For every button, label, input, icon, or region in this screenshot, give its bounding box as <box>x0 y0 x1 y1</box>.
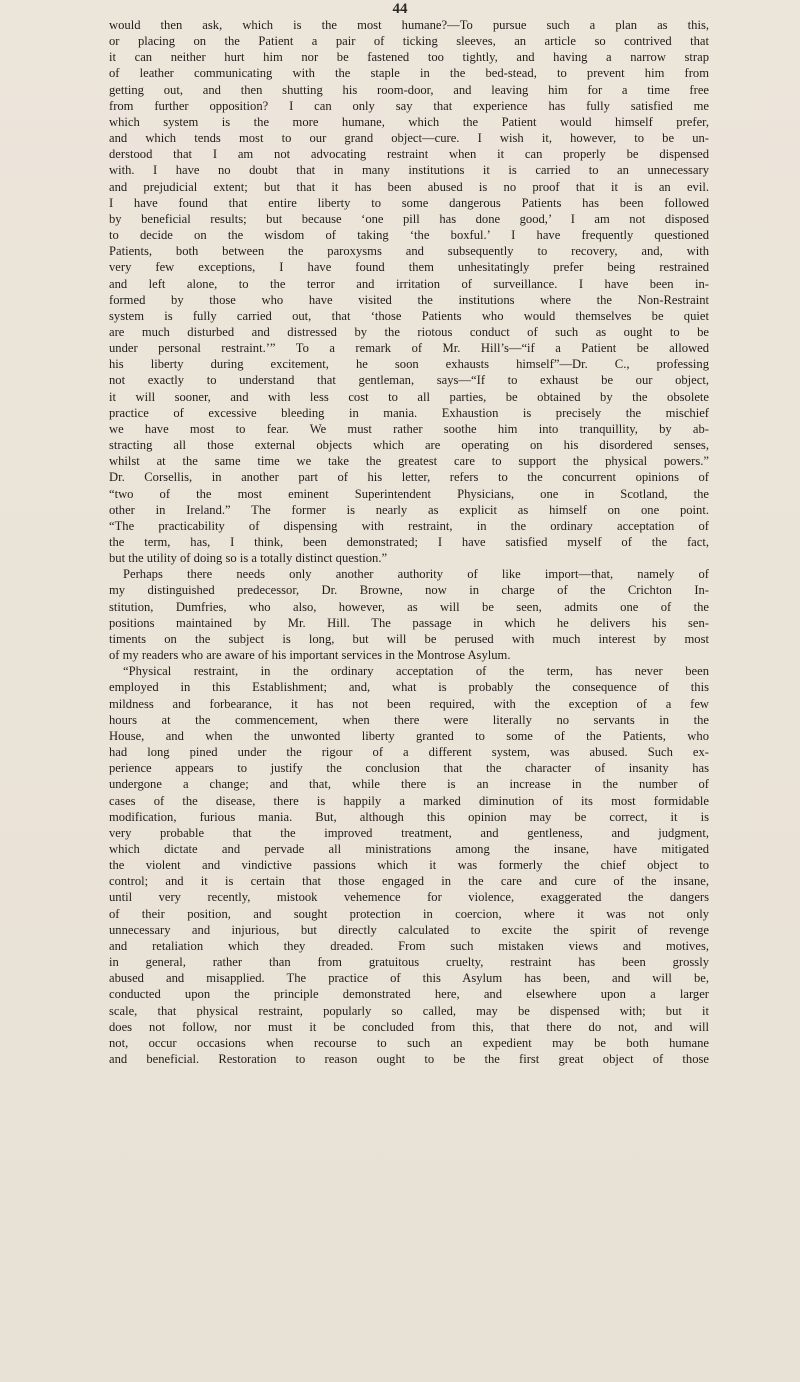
text-line: stracting all those external objects which are operating on his disordered senses, <box>109 438 709 453</box>
text-line: my distinguished predecessor, Dr. Browne, now in charge of the Crichton In- <box>109 583 709 598</box>
text-line: it will sooner, and with less cost to all parties, be obtained by the obsolete <box>109 389 709 404</box>
text-line: and retaliation which they dreaded. From such mistaken views and motives, <box>109 938 709 953</box>
text-line: “The practicability of dispensing with restraint, in the ordinary acceptation of <box>109 518 709 533</box>
text-line: timents on the subject is long, but will be perused with much interest by most <box>109 631 709 646</box>
text-line: not, occur occasions when recourse to such an expedient may be both humane <box>109 1035 709 1050</box>
text-line: to decide on the wisdom of taking ‘the boxful.’ I have frequently questioned <box>109 228 709 243</box>
text-line: I have found that entire liberty to some dangerous Patients has been followed <box>109 195 709 210</box>
text-line: and prejudicial extent; but that it has been abused is no proof that it is an evil. <box>109 179 709 194</box>
text-line: with. I have no doubt that in many institutions it is carried to an unnecessary <box>109 163 709 178</box>
text-line: derstood that I am not advocating restraint when it can properly be dispensed <box>109 147 709 162</box>
text-line: other in Ireland.” The former is nearly as explicit as himself on one point. <box>109 502 709 517</box>
text-line: in general, rather than from gratuitous cruelty, restraint has been grossly <box>109 955 709 970</box>
text-line: would then ask, which is the most humane?—To pursue such a plan as this, <box>109 18 709 32</box>
text-line: abused and misapplied. The practice of this Asylum has been, and will be, <box>109 971 709 986</box>
text-line: Patients, both between the paroxysms and subsequently to recovery, and, with <box>109 244 709 259</box>
text-line: very few exceptions, I have found them unhesitatingly prefer being restrained <box>109 260 709 275</box>
text-line: perience appears to justify the conclusion that the character of insanity has <box>109 761 709 776</box>
text-line: Dr. Corsellis, in another part of his letter, refers to the concurrent opinions of <box>109 470 709 485</box>
text-line: and left alone, to the terror and irritation of surveillance. I have been in- <box>109 276 709 291</box>
text-line: and beneficial. Restoration to reason ought to be the first great object of those <box>109 1052 709 1066</box>
body-text <box>109 17 709 1067</box>
text-line: of my readers who are aware of his important services in the Montrose Asylum. <box>109 648 511 663</box>
text-line: conducted upon the principle demonstrated here, and elsewhere upon a larger <box>109 987 709 1002</box>
text-line: which system is the more humane, which the Patient would himself prefer, <box>109 114 709 129</box>
text-line: hours at the commencement, when there were literally no servants in the <box>109 712 709 727</box>
text-line: cases of the disease, there is happily a marked diminution of its most formidable <box>109 793 709 808</box>
text-line: whilst at the same time we take the greatest care to support the physical powers.” <box>109 454 709 469</box>
text-line: “two of the most eminent Superintendent Physicians, one in Scotland, the <box>109 486 709 501</box>
text-line: unnecessary and injurious, but directly calculated to excite the spirit of revenge <box>109 922 709 937</box>
text-line: practice of excessive bleeding in mania. Exhaustion is precisely the mischief <box>109 405 709 420</box>
text-line: getting out, and then shutting his room-door, and leaving him for a time free <box>109 82 709 97</box>
text-line: but the utility of doing so is a totally distinct question.” <box>109 551 388 566</box>
text-line: does not follow, nor must it be concluded from this, that there do not, and will <box>109 1019 709 1034</box>
text-line: “Physical restraint, in the ordinary acceptation of the term, has never been <box>123 664 709 679</box>
text-line: his liberty during excitement, he soon exhausts himself”—Dr. C., professing <box>109 357 709 372</box>
text-line: of their position, and sought protection in coercion, where it was not only <box>109 906 709 921</box>
text-line: Perhaps there needs only another authority of like import—that, namely of <box>123 567 709 582</box>
text-line: formed by those who have visited the institutions where the Non-Restraint <box>109 292 709 307</box>
text-line: undergone a change; and that, while there is an increase in the number of <box>109 777 709 792</box>
text-line: modification, furious mania. But, although this opinion may be correct, it is <box>109 809 709 824</box>
text-line: which dictate and pervade all ministrations among the insane, have mitigated <box>109 841 709 856</box>
text-line: scale, that physical restraint, popularly so called, may be dispensed with; but it <box>109 1003 709 1018</box>
text-line: until very recently, mistook vehemence for violence, exaggerated the dangers <box>109 890 709 905</box>
text-line: of leather communicating with the staple in the bed-stead, to prevent him from <box>109 66 709 81</box>
text-line: the violent and vindictive passions which it was formerly the chief object to <box>109 858 709 873</box>
text-line: the term, has, I think, been demonstrated; I have satisfied myself of the fact, <box>109 535 709 549</box>
text-line: mildness and forbearance, it has not been required, with the exception of a few <box>109 696 709 711</box>
text-line: system is fully carried out, that ‘those Patients who would themselves be quiet <box>109 308 709 323</box>
text-line: are much disturbed and distressed by the riotous conduct of such as ought to be <box>109 324 709 339</box>
text-line: by beneficial results; but because ‘one pill has done good,’ I am not disposed <box>109 211 709 226</box>
text-line: House, and when the unwonted liberty granted to some of the Patients, who <box>109 728 709 743</box>
text-line: under personal restraint.’” To a remark of Mr. Hill’s—“if a Patient be allowed <box>109 341 709 356</box>
text-line: control; and it is certain that those engaged in the care and cure of the insane, <box>109 874 709 889</box>
text-line: stitution, Dumfries, who also, however, as will be seen, admits one of the <box>109 599 709 614</box>
text-line: we have most to fear. We must rather soothe him into tranquillity, by ab- <box>109 421 709 436</box>
text-line: employed in this Establishment; and, what is probably the consequence of this <box>109 680 709 695</box>
text-line: not exactly to understand that gentleman, says—“If to exhaust be our object, <box>109 373 709 388</box>
text-line: and which tends most to our grand object—cure. I wish it, however, to be un- <box>109 131 709 146</box>
text-line: positions maintained by Mr. Hill. The passage in which he delivers his sen- <box>109 615 709 630</box>
text-line: very probable that the improved treatment, and gentleness, and judgment, <box>109 825 709 840</box>
text-line: from further opposition? I can only say that experience has fully satisfied me <box>109 98 709 113</box>
text-line: had long pined under the rigour of a different system, was abused. Such ex- <box>109 745 709 760</box>
page-number: 44 <box>392 1 408 17</box>
text-line: or placing on the Patient a pair of ticking sleeves, an article so contrived that <box>109 34 709 49</box>
text-line: it can neither hurt him nor be fastened too tightly, and having a narrow strap <box>109 50 709 65</box>
